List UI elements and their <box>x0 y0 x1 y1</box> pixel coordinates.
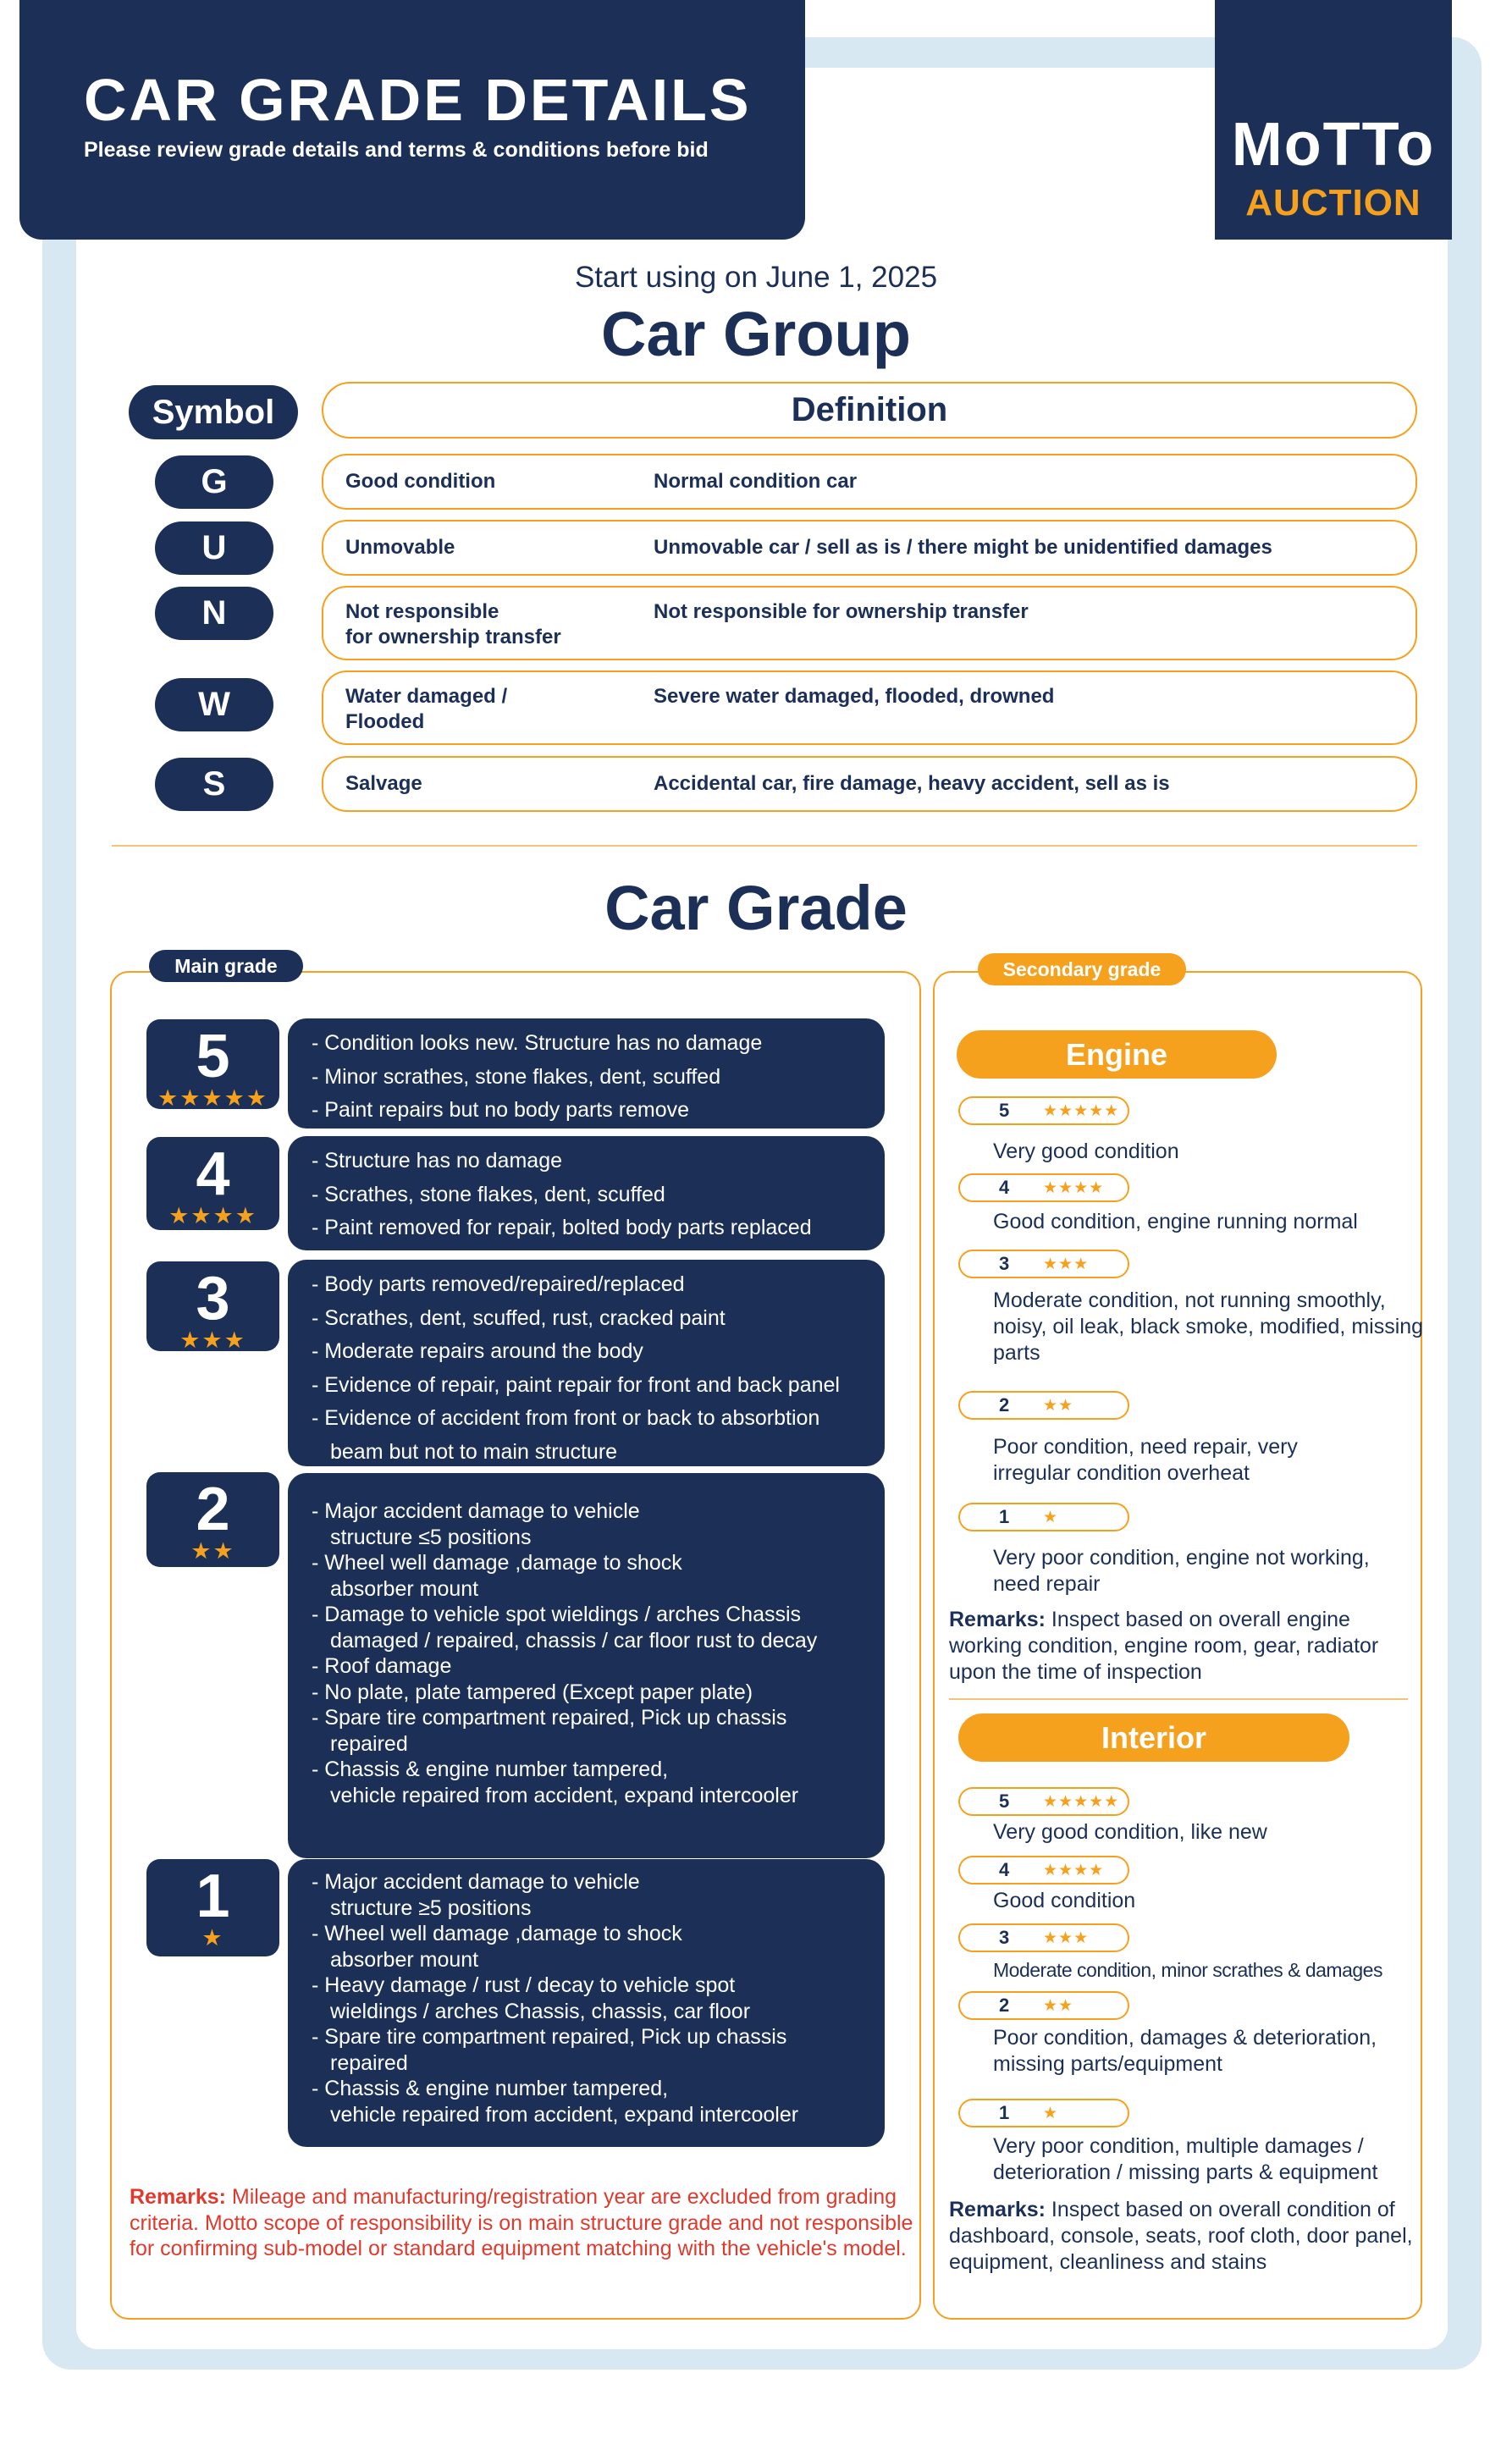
engine-grade-5-pill <box>958 1096 1129 1125</box>
grade-desc-line: absorber mount <box>330 1576 479 1601</box>
group-term: Unmovable <box>345 536 455 559</box>
grade-desc-line: - Paint repairs but no body parts remove <box>312 1098 690 1122</box>
group-term: Salvage <box>345 772 422 795</box>
grade-1-description <box>288 1859 885 2147</box>
logo-wordmark: MoTTo <box>1231 111 1436 179</box>
logo-auction-text: AUCTION <box>1245 182 1421 223</box>
group-term: Good condition <box>345 470 496 493</box>
grade-desc-line: vehicle repaired from accident, expand intercooler <box>330 1783 799 1807</box>
interior-grade-5-text: Very good condition, like new <box>993 1820 1267 1844</box>
grade-number: 3 <box>999 1927 1010 1948</box>
grade-desc-line: - Evidence of repair, paint repair for front and back panel <box>312 1372 840 1397</box>
grade-number: 5 <box>999 1100 1010 1121</box>
group-symbol-g: G <box>155 455 273 509</box>
group-definition: Not responsible for ownership transfer <box>654 600 1029 623</box>
engine-grade-2-text: Poor condition, need repair, very irregular condition overheat <box>993 1435 1298 1485</box>
main-grade-label: Main grade <box>149 950 303 982</box>
group-term <box>345 599 625 650</box>
engine-grade-1-text: Very poor condition, engine not working, need repair <box>993 1546 1370 1596</box>
page-subtitle: Please review grade details and terms & conditions before bid <box>84 138 709 162</box>
group-term-line: Flooded <box>345 710 425 733</box>
star-icons: ★ <box>1043 1508 1059 1526</box>
grade-desc-line: - Chassis & engine number tampered, <box>312 1758 669 1781</box>
grade-number: 2 <box>999 1995 1010 2016</box>
engine-grade-4-text: Good condition, engine running normal <box>993 1210 1358 1233</box>
grade-number: 2 <box>196 1476 230 1543</box>
grade-desc-line: - Paint removed for repair, bolted body parts replaced <box>312 1216 812 1239</box>
grade-number: 4 <box>196 1140 230 1208</box>
group-term-line: for ownership transfer <box>345 626 561 648</box>
star-icons: ★★★★ <box>1043 1178 1105 1197</box>
grade-desc-line: - Wheel well damage ,damage to shock <box>312 1551 682 1575</box>
group-symbol-w: W <box>155 678 273 731</box>
engine-grade-3-pill <box>958 1250 1129 1278</box>
grade-desc-line: - Damage to vehicle spot wieldings / arches Chassis <box>312 1603 802 1626</box>
star-icons: ★★★ <box>1043 1929 1090 1947</box>
group-symbol-n: N <box>155 587 273 640</box>
star-icons: ★★★ <box>1043 1255 1090 1273</box>
symbol-column-header: Symbol <box>129 385 298 439</box>
group-row-good-condition <box>322 454 1417 510</box>
grade-desc-line: structure ≥5 positions <box>330 1895 532 1920</box>
engine-grade-5-text: Very good condition <box>993 1139 1179 1163</box>
star-icons: ★★★★ <box>1043 1861 1105 1879</box>
group-term <box>345 684 625 735</box>
star-icons: ★★ <box>1043 1996 1074 2015</box>
engine-grade-3-text: Moderate condition, not running smoothly, noisy, oil leak, black smoke, modified, missing parts <box>993 1288 1424 1365</box>
group-row-salvage <box>322 756 1417 812</box>
grade-number: 5 <box>999 1791 1010 1812</box>
main-grade-remarks <box>130 2184 921 2262</box>
grade-desc-line: - Major accident damage to vehicle <box>312 1870 640 1894</box>
interior-grade-5-pill <box>958 1787 1129 1816</box>
interior-header: Interior <box>958 1713 1349 1762</box>
grade-2-description <box>288 1473 885 1858</box>
group-term-line: Water damaged / <box>345 685 508 708</box>
grade-desc-line: - Major accident damage to vehicle <box>312 1499 640 1523</box>
definition-column-header: Definition <box>322 382 1417 439</box>
grade-desc-line: - Evidence of accident from front or back to absorbtion <box>312 1406 820 1430</box>
grade-desc-line: beam but not to main structure <box>330 1439 618 1464</box>
engine-grade-1-pill <box>958 1503 1129 1531</box>
group-row-water-damaged <box>322 670 1417 745</box>
interior-grade-2-pill <box>958 1991 1129 2020</box>
grade-desc-line: - Scrathes, stone flakes, dent, scuffed <box>312 1182 665 1206</box>
group-definition: Accidental car, fire damage, heavy accident, sell as is <box>654 772 1170 795</box>
group-term-line: Not responsible <box>345 600 499 623</box>
grade-desc-line: - Wheel well damage ,damage to shock <box>312 1922 682 1945</box>
star-icons: ★★ <box>190 1538 235 1564</box>
interior-grade-4-text: Good condition <box>993 1889 1136 1912</box>
grade-4-description <box>288 1136 885 1250</box>
grade-desc-line: vehicle repaired from accident, expand intercooler <box>330 2102 799 2127</box>
start-date-line: Start using on June 1, 2025 <box>574 261 938 294</box>
interior-grade-1-text: Very poor condition, multiple damages / deterioration / missing parts & equipment <box>993 2134 1378 2184</box>
grade-desc-line: - Scrathes, dent, scuffed, rust, cracked paint <box>312 1305 726 1330</box>
grade-5-badge <box>146 1019 279 1109</box>
star-icons: ★★★★★ <box>1043 1101 1120 1120</box>
grade-number: 3 <box>196 1265 230 1333</box>
grade-number: 4 <box>999 1177 1010 1198</box>
star-icons: ★★ <box>1043 1396 1074 1415</box>
star-icons: ★ <box>1043 2104 1059 2122</box>
interior-grade-3-text: Moderate condition, minor scrathes & damages <box>993 1959 1382 1981</box>
remarks-label: Remarks: <box>130 2185 226 2209</box>
grade-number: 4 <box>999 1859 1010 1880</box>
grade-desc-line: - Spare tire compartment repaired, Pick up chassis <box>312 1706 787 1730</box>
page-title: CAR GRADE DETAILS <box>84 67 752 133</box>
engine-header: Engine <box>957 1030 1277 1079</box>
grade-desc-line: - Minor scrathes, stone flakes, dent, scuffed <box>312 1064 721 1089</box>
star-icons: ★★★★★ <box>157 1085 269 1111</box>
grade-desc-line: damaged / repaired, chassis / car floor rust to decay <box>330 1628 818 1653</box>
interior-grade-2-text: Poor condition, damages & deterioration, missing parts/equipment <box>993 2026 1377 2076</box>
remarks-text: Inspect based on overall engine working condition, engine room, gear, radiator upon the time of inspection <box>949 1608 1379 1684</box>
group-definition: Normal condition car <box>654 470 858 493</box>
secondary-divider <box>949 1698 1408 1700</box>
grade-number: 5 <box>196 1023 230 1090</box>
remarks-text: Inspect based on overall condition of dashboard, console, seats, roof cloth, door panel, equipment, cleanliness and stains <box>949 2198 1413 2274</box>
grade-desc-line: - Chassis & engine number tampered, <box>312 2077 669 2100</box>
group-symbol-s: S <box>155 758 273 811</box>
grade-desc-line: - Spare tire compartment repaired, Pick up chassis <box>312 2025 787 2049</box>
grade-number: 3 <box>999 1253 1010 1274</box>
group-definition: Severe water damaged, flooded, drowned <box>654 685 1055 708</box>
interior-grade-1-pill <box>958 2099 1129 2127</box>
secondary-grade-label: Secondary grade <box>978 953 1186 985</box>
remarks-text: Mileage and manufacturing/registration year are excluded from grading criteria. Motto scope of responsibility is on main structure grade and not responsible for confirming sub-model or standard equipment matching with the vehicle's model. <box>130 2185 913 2260</box>
grade-number: 1 <box>196 1862 230 1930</box>
grade-desc-line: - Heavy damage / rust / decay to vehicle spot <box>312 1973 736 1997</box>
grade-number: 1 <box>999 1506 1010 1527</box>
grade-desc-line: - Body parts removed/repaired/replaced <box>312 1272 685 1296</box>
interior-remarks <box>949 2197 1423 2276</box>
grade-desc-line: - Moderate repairs around the body <box>312 1339 643 1363</box>
grade-number: 2 <box>999 1394 1010 1415</box>
group-row-not-responsible <box>322 586 1417 660</box>
car-group-heading: Car Group <box>601 299 911 369</box>
grade-desc-line: - Roof damage <box>312 1654 452 1678</box>
car-grade-heading: Car Grade <box>604 873 908 943</box>
group-row-unmovable <box>322 520 1417 576</box>
interior-grade-3-pill <box>958 1923 1129 1952</box>
motto-auction-logo <box>1215 0 1452 240</box>
grade-desc-line: - Structure has no damage <box>312 1149 562 1173</box>
section-divider <box>112 845 1417 847</box>
star-icons: ★ <box>201 1925 224 1951</box>
grade-number: 1 <box>999 2102 1010 2123</box>
group-symbol-u: U <box>155 521 273 575</box>
interior-grade-4-pill <box>958 1856 1129 1884</box>
group-definition: Unmovable car / sell as is / there might be unidentified damages <box>654 536 1272 559</box>
grade-desc-line: - No plate, plate tampered (Except paper plate) <box>312 1680 753 1704</box>
star-icons: ★★★★★ <box>1043 1792 1120 1811</box>
header-banner <box>19 0 805 240</box>
remarks-label: Remarks: <box>949 2198 1046 2221</box>
grade-1-badge <box>146 1859 279 1956</box>
engine-grade-4-pill <box>958 1173 1129 1202</box>
star-icons: ★★★ <box>179 1327 246 1353</box>
grade-desc-line: structure ≤5 positions <box>330 1525 532 1549</box>
star-icons: ★★★★ <box>168 1203 257 1228</box>
engine-grade-2-pill <box>958 1391 1129 1420</box>
grade-3-description <box>288 1260 885 1466</box>
grade-desc-line: repaired <box>330 1731 408 1756</box>
grade-desc-line: repaired <box>330 2050 408 2075</box>
grade-desc-line: wieldings / arches Chassis, chassis, car floor <box>330 1999 751 2023</box>
grade-4-badge <box>146 1137 279 1230</box>
grade-desc-line: absorber mount <box>330 1947 479 1972</box>
grade-5-description <box>288 1018 885 1128</box>
remarks-label: Remarks: <box>949 1608 1046 1631</box>
grade-2-badge <box>146 1472 279 1567</box>
engine-remarks <box>949 1607 1423 1686</box>
grade-3-badge <box>146 1261 279 1351</box>
grade-desc-line: - Condition looks new. Structure has no damage <box>312 1031 763 1055</box>
